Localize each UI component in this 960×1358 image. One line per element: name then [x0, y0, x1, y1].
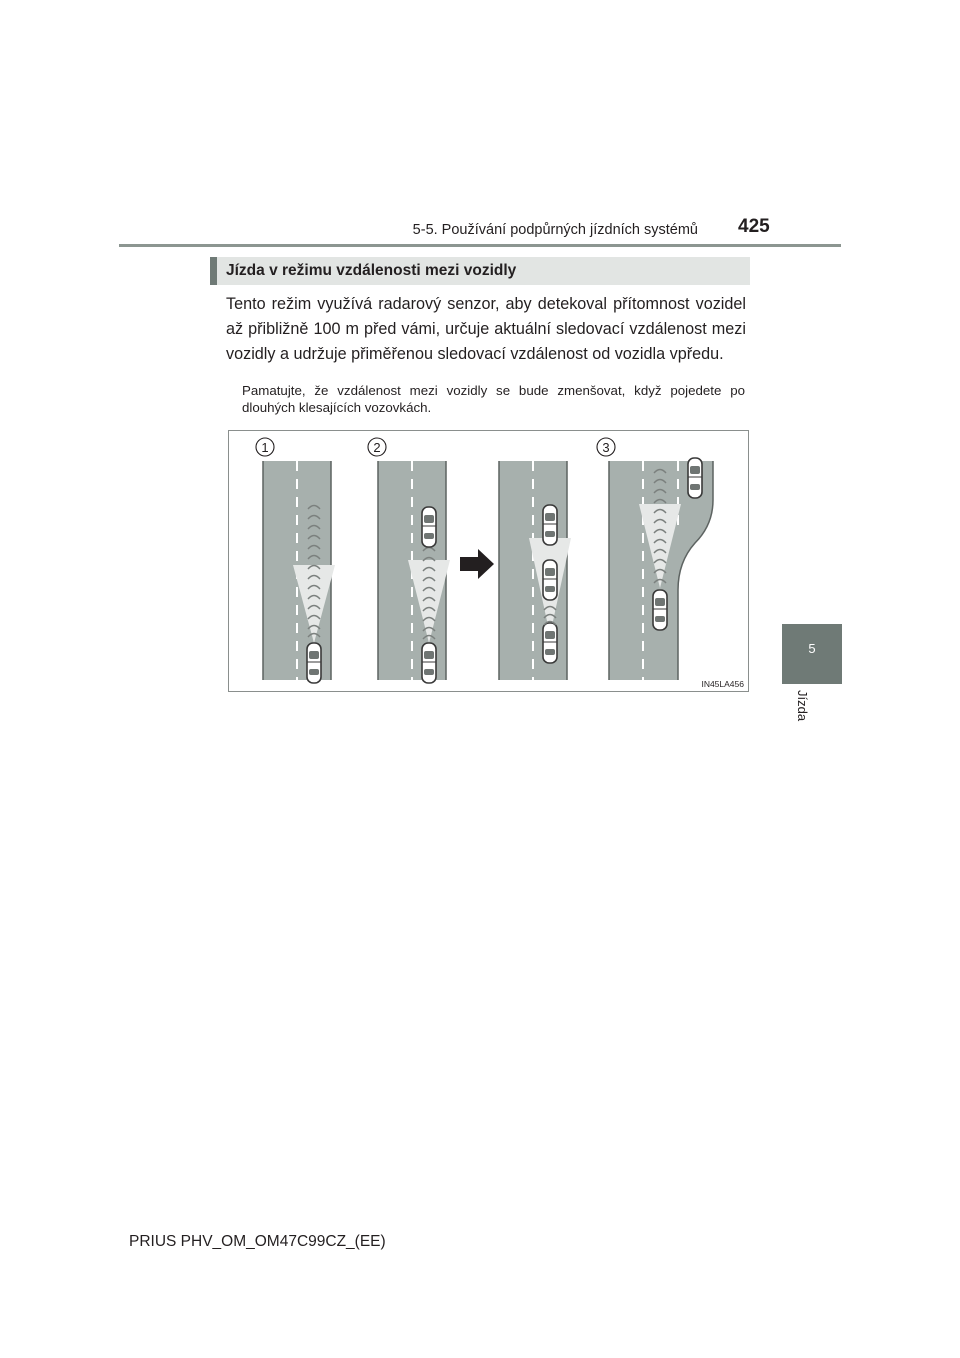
own-vehicle-2 [422, 643, 436, 683]
header-rule [119, 244, 841, 247]
section-heading: Jízda v režimu vzdálenosti mezi vozidly [210, 257, 750, 285]
figure-illustration [228, 430, 749, 692]
preceding-vehicle-2 [422, 507, 436, 547]
scene-1 [256, 438, 335, 683]
figure-code: IN45LA456 [701, 679, 744, 689]
callout-1-label: 1 [261, 440, 269, 455]
own-vehicle-1 [307, 643, 321, 683]
page-number: 425 [738, 216, 770, 237]
preceding-vehicle-2b [543, 505, 557, 545]
chapter-tab[interactable]: 5 [782, 624, 842, 684]
chapter-side-label: Jízda [795, 690, 810, 722]
departing-vehicle-3 [688, 458, 702, 498]
own-vehicle-3 [653, 590, 667, 630]
footer-model-code: PRIUS PHV_OM_OM47C99CZ_(EE) [129, 1233, 386, 1250]
body-paragraph: Tento režim využívá radarový senzor, aby detekoval přítomnost vozidel až přibližně 100 m před vámi, určuje aktuální sledovací vzdálenost mezi vozidly a udržuje přiměřenou sledovací vzdálenost od vozidla vpředu. [226, 295, 746, 363]
merging-vehicle-2b [543, 560, 557, 600]
callout-2-label: 2 [373, 440, 381, 455]
note-paragraph: Pamatujte, že vzdálenost mezi vozidly se bude zmenšovat, když pojedete po dlouhých klesajících vozovkách. [242, 383, 745, 415]
radar-distance-figure [228, 430, 749, 692]
header-section-title: 5-5. Používání podpůrných jízdních systémů [412, 222, 698, 238]
scene-2 [368, 438, 450, 683]
own-vehicle-2b [543, 623, 557, 663]
callout-3-label: 3 [602, 440, 610, 455]
scene-2-continued [499, 461, 571, 680]
